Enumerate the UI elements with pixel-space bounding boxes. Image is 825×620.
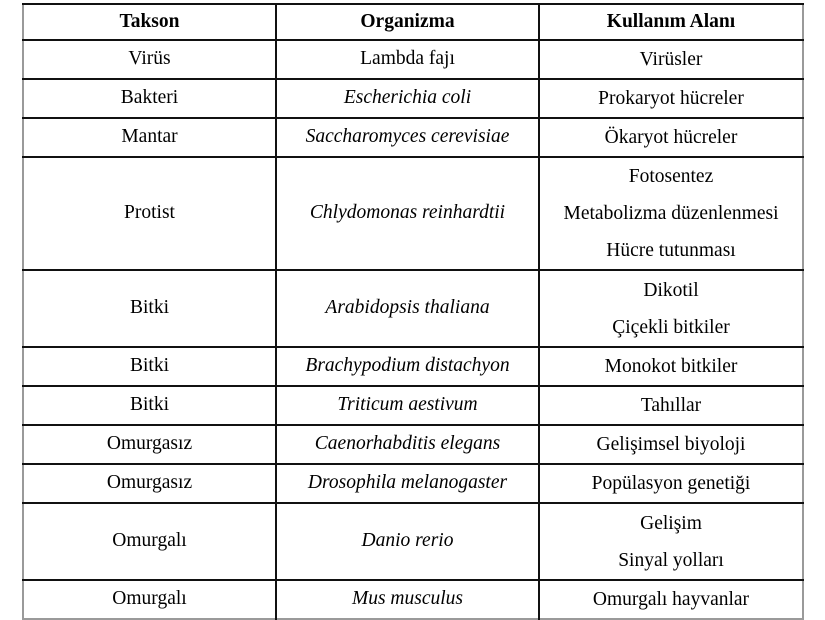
cell-organizma — [276, 386, 539, 425]
cell-kullanim-alani — [539, 347, 803, 386]
usage-line: Tahıllar — [640, 395, 702, 416]
column-header-takson: Takson — [23, 4, 276, 40]
usage-list — [540, 504, 802, 579]
usage-line: Sinyal yolları — [618, 549, 724, 571]
organism-name: Brachypodium distachyon — [305, 355, 510, 377]
table-body — [23, 40, 803, 619]
table-container — [22, 3, 802, 620]
table-row — [23, 157, 803, 270]
table-header — [23, 4, 803, 40]
usage-line: Fotosentez — [628, 166, 714, 187]
usage-list — [540, 387, 802, 424]
usage-line: Hücre tutunması — [606, 240, 736, 261]
cell-organizma — [276, 580, 539, 619]
usage-list — [540, 426, 802, 463]
taxon-organism-usage-table — [22, 3, 804, 620]
usage-line: Gelişim — [640, 512, 702, 534]
usage-line: Omurgalı hayvanlar — [592, 589, 750, 610]
organism-name: Drosophila melanogaster — [307, 472, 508, 494]
organism-name: Chlydomonas reinhardtii — [309, 202, 506, 224]
cell-takson: Bitki — [23, 386, 276, 425]
cell-kullanim-alani — [539, 425, 803, 464]
cell-kullanim-alani — [539, 79, 803, 118]
usage-list — [540, 581, 802, 618]
cell-takson: Virüs — [23, 40, 276, 79]
cell-organizma — [276, 464, 539, 503]
cell-organizma — [276, 503, 539, 580]
cell-kullanim-alani — [539, 386, 803, 425]
cell-organizma — [276, 347, 539, 386]
organism-name: Danio rerio — [361, 530, 454, 552]
cell-takson: Omurgasız — [23, 425, 276, 464]
cell-kullanim-alani — [539, 580, 803, 619]
usage-list — [540, 465, 802, 502]
usage-list — [540, 80, 802, 117]
cell-organizma — [276, 40, 539, 79]
usage-line: Virüsler — [639, 49, 703, 70]
cell-takson: Omurgalı — [23, 503, 276, 580]
cell-organizma — [276, 270, 539, 347]
cell-kullanim-alani — [539, 40, 803, 79]
cell-organizma — [276, 118, 539, 157]
usage-line: Gelişimsel biyoloji — [596, 434, 746, 455]
table-row — [23, 79, 803, 118]
usage-line: Monokot bitkiler — [604, 356, 738, 377]
cell-organizma — [276, 157, 539, 270]
cell-organizma — [276, 79, 539, 118]
cell-takson: Omurgasız — [23, 464, 276, 503]
table-row — [23, 503, 803, 580]
column-header-kullanim-alani: Kullanım Alanı — [539, 4, 803, 40]
cell-takson: Bitki — [23, 270, 276, 347]
table-header-row — [23, 4, 803, 40]
table-row — [23, 347, 803, 386]
cell-kullanim-alani — [539, 157, 803, 270]
column-header-organizma: Organizma — [276, 4, 539, 40]
cell-takson: Mantar — [23, 118, 276, 157]
cell-takson: Bitki — [23, 347, 276, 386]
usage-line: Ökaryot hücreler — [604, 127, 738, 148]
organism-name: Mus musculus — [351, 588, 464, 610]
organism-name: Lambda fajı — [360, 48, 455, 70]
cell-kullanim-alani — [539, 464, 803, 503]
usage-list — [540, 271, 802, 346]
organism-name: Arabidopsis thaliana — [325, 297, 490, 319]
usage-list — [540, 158, 802, 269]
usage-line: Metabolizma düzenlenmesi — [563, 203, 779, 224]
organism-name: Triticum aestivum — [337, 394, 478, 416]
organism-name: Saccharomyces cerevisiae — [305, 126, 510, 148]
table-row — [23, 464, 803, 503]
usage-line: Prokaryot hücreler — [598, 88, 744, 109]
table-row — [23, 270, 803, 347]
usage-list — [540, 348, 802, 385]
organism-name: Escherichia coli — [343, 87, 472, 109]
table-row — [23, 580, 803, 619]
cell-takson: Bakteri — [23, 79, 276, 118]
cell-kullanim-alani — [539, 270, 803, 347]
cell-takson: Protist — [23, 157, 276, 270]
cell-takson: Omurgalı — [23, 580, 276, 619]
cell-kullanim-alani — [539, 503, 803, 580]
usage-line: Popülasyon genetiği — [591, 473, 751, 494]
usage-line: Çiçekli bitkiler — [612, 316, 730, 338]
table-row — [23, 425, 803, 464]
table-row — [23, 386, 803, 425]
table-row — [23, 118, 803, 157]
usage-list — [540, 119, 802, 156]
usage-line: Dikotil — [643, 279, 699, 301]
cell-organizma — [276, 425, 539, 464]
organism-name: Caenorhabditis elegans — [314, 433, 501, 455]
usage-list — [540, 41, 802, 78]
cell-kullanim-alani — [539, 118, 803, 157]
table-row — [23, 40, 803, 79]
